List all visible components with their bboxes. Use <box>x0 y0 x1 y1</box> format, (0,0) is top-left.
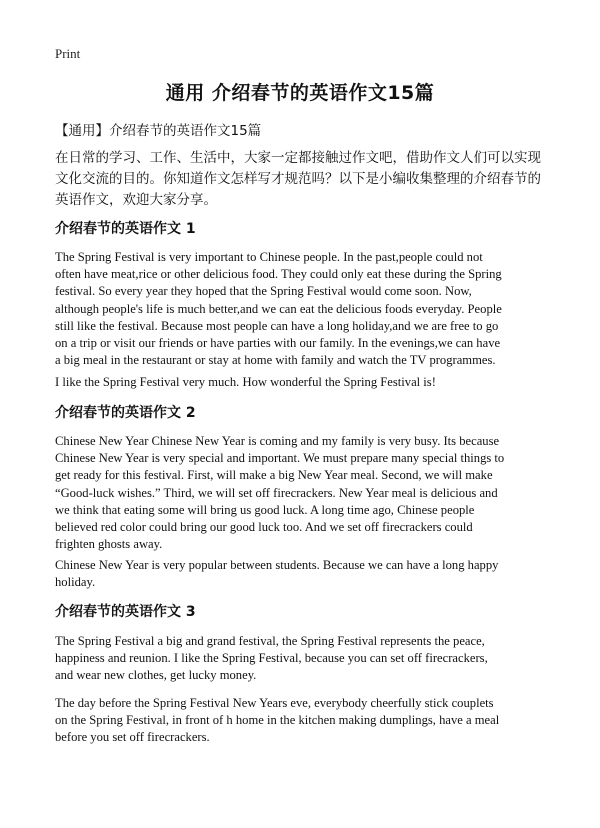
intro-paragraph: 在日常的学习、工作、生活中，大家一定都接触过作文吧，借助作文人们可以实现文化交流的目的。你知道作文怎样写才规范吗？以下是小编收集整理的介绍春节的英语作文，欢迎大家分享。 <box>55 150 541 208</box>
text-line: on a trip or visit our friends or have parties with our family. In the evenings,we can have <box>55 336 501 351</box>
section-3-heading: 介绍春节的英语作文 3 <box>55 604 196 620</box>
text-line: still like the festival. Because most people can have a long holiday,and we are free to go <box>55 318 499 333</box>
text-line: and wear new clothes, get lucky money. <box>55 668 257 683</box>
section-1-paragraph-2 <box>55 374 545 391</box>
text-line: The Spring Festival a big and grand festival, the Spring Festival represents the peace, <box>55 634 485 648</box>
text-line: The Spring Festival is very important to Chinese people. In the past,people could not <box>55 250 483 264</box>
print-link[interactable]: Print <box>55 46 81 61</box>
text-line: before you set off firecrackers. <box>55 730 210 745</box>
section-2-paragraph-1 <box>55 433 545 553</box>
section-1-paragraph-1 <box>55 249 545 369</box>
text-line: The day before the Spring Festival New Years eve, everybody cheerfully stick couplets <box>55 696 494 710</box>
text-line: on the Spring Festival, in front of h home in the kitchen making dumplings, have a meal <box>55 713 500 728</box>
text-line: “Good-luck wishes.” Third, we will set off firecrackers. New Year meal is delicious and <box>55 485 498 500</box>
text-line: I like the Spring Festival very much. How wonderful the Spring Festival is! <box>55 375 436 389</box>
text-line: Chinese New Year Chinese New Year is coming and my family is very busy. Its because <box>55 434 500 448</box>
text-line: Chinese New Year is very special and important. We must prepare many special things to <box>55 451 505 466</box>
section-2-heading: 介绍春节的英语作文 2 <box>55 405 196 421</box>
text-line: although people's life is much better,and we can eat the delicious foods everyday. People <box>55 301 502 316</box>
text-line: happiness and reunion. I like the Spring Festival, because you can set off firecrackers, <box>55 651 488 666</box>
text-line: festival. So every year they hoped that the Spring Festival would come soon. Now, <box>55 284 472 299</box>
section-2-paragraph-2 <box>55 557 545 591</box>
text-line: often have meat,rice or other delicious food. They could only eat these during the Spring <box>55 267 502 282</box>
page-title: 通用 介绍春节的英语作文15篇 <box>165 82 435 104</box>
section-3-paragraph-1 <box>55 633 545 685</box>
text-line: believed red color could bring our good luck too. And we set off firecrackers could <box>55 520 473 535</box>
document-subtitle: 【通用】介绍春节的英语作文15篇 <box>55 123 262 139</box>
section-1-heading: 介绍春节的英语作文 1 <box>55 221 196 237</box>
text-line: frighten ghosts away. <box>55 537 163 552</box>
text-line: holiday. <box>55 575 96 590</box>
text-line: a big meal in the restaurant or stay at home with family and watch the TV programmes. <box>55 353 496 368</box>
text-line: Chinese New Year is very popular between students. Because we can have a long happy <box>55 558 499 572</box>
text-line: get ready for this festival. First, will make a big New Year meal. Second, we will make <box>55 468 493 483</box>
section-3-paragraph-2 <box>55 695 545 747</box>
text-line: we think that eating some will bring us good luck. A long time ago, Chinese people <box>55 502 475 517</box>
